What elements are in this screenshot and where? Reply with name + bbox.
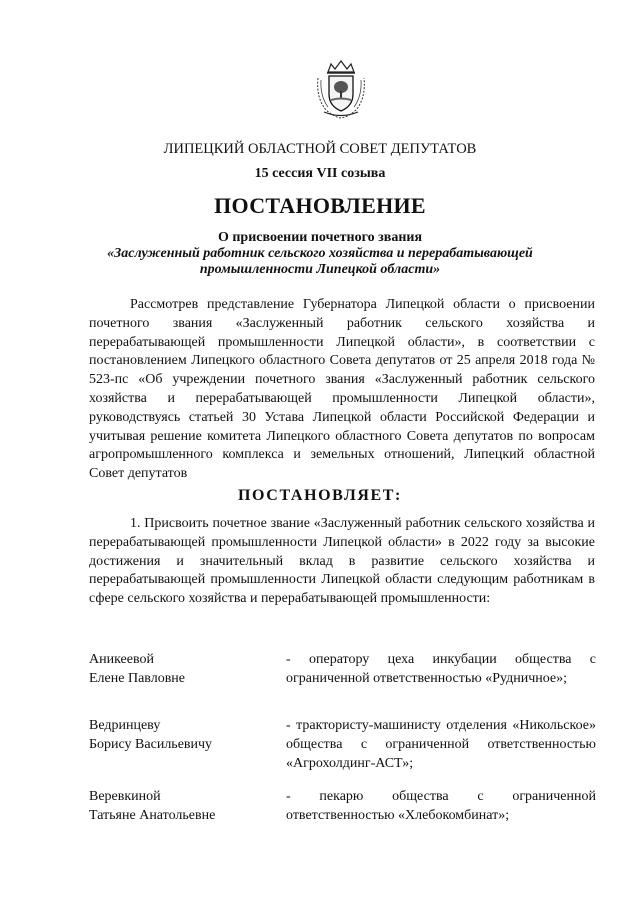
council-name: ЛИПЕЦКИЙ ОБЛАСТНОЙ СОВЕТ ДЕПУТАТОВ bbox=[163, 141, 477, 157]
awardee-name bbox=[89, 650, 279, 688]
awardee-surname: Веревкиной bbox=[89, 789, 161, 804]
document-type-title: ПОСТАНОВЛЕНИЕ bbox=[214, 193, 426, 218]
subject-line: промышленности Липецкой области» bbox=[199, 262, 441, 277]
awardee-given-names: Борису Васильевичу bbox=[89, 737, 213, 752]
resolves-heading: ПОСТАНОВЛЯЕТ: bbox=[238, 487, 402, 504]
awardee-name bbox=[89, 716, 279, 754]
awardee-name bbox=[89, 787, 279, 825]
document-subject bbox=[80, 230, 560, 278]
preamble-text: Рассмотрев представление Губернатора Липецкой области о присвоении почетного звания «Заслуженный работник сельского хозяйства и перерабатывающей промышленности Липецкой области», в соответствии с постановлением Липецкого областного Совета депутатов от 25 апреля 2018 года № 523-пс «Об учреждении почетного звания «Заслуженный работник сельского хозяйства и перерабатывающей промышленности Липецкой области», руководствуясь статьей 30 Устава Липецкой области Российской Федерации и учитывая решение комитета Липецкого областного Совета депутатов по вопросам агропромышленного комплекса и земельных отношений, Липецкий областной Совет депутатов bbox=[89, 297, 595, 482]
item-text: 1. Присвоить почетное звание «Заслуженный работник сельского хозяйства и перерабатывающей промышленности Липецкой области» в 2022 году за высокие достижения и значительный вклад в развитие сельского хозяйства и перерабатывающей промышленности Липецкой области следующим работникам в сфере сельского хозяйства и перерабатывающей промышленности: bbox=[89, 516, 595, 607]
subject-line: «Заслуженный работник сельского хозяйства и перерабатывающей bbox=[107, 246, 533, 261]
item-paragraph bbox=[89, 515, 595, 609]
awardee-surname: Аникеевой bbox=[89, 652, 154, 667]
awardee-description: - трактористу-машинисту отделения «Никольское» общества с ограниченной ответственностью «Агрохолдинг-АСТ»; bbox=[286, 718, 596, 771]
awardee-surname: Ведринцеву bbox=[89, 718, 161, 733]
session-label: 15 сессия VII созыва bbox=[254, 166, 386, 181]
awardee-given-names: Татьяне Анатольевне bbox=[89, 808, 216, 823]
awardee-description: - оператору цеха инкубации общества с ограниченной ответственностью «Рудничное»; bbox=[286, 652, 596, 686]
coat-of-arms-icon bbox=[314, 58, 368, 120]
awardee-given-names: Елене Павловне bbox=[89, 671, 186, 686]
subject-line: О присвоении почетного звания bbox=[217, 230, 423, 245]
awardee-description: - пекарю общества с ограниченной ответственностью «Хлебокомбинат»; bbox=[286, 789, 596, 823]
preamble-paragraph bbox=[89, 296, 595, 484]
